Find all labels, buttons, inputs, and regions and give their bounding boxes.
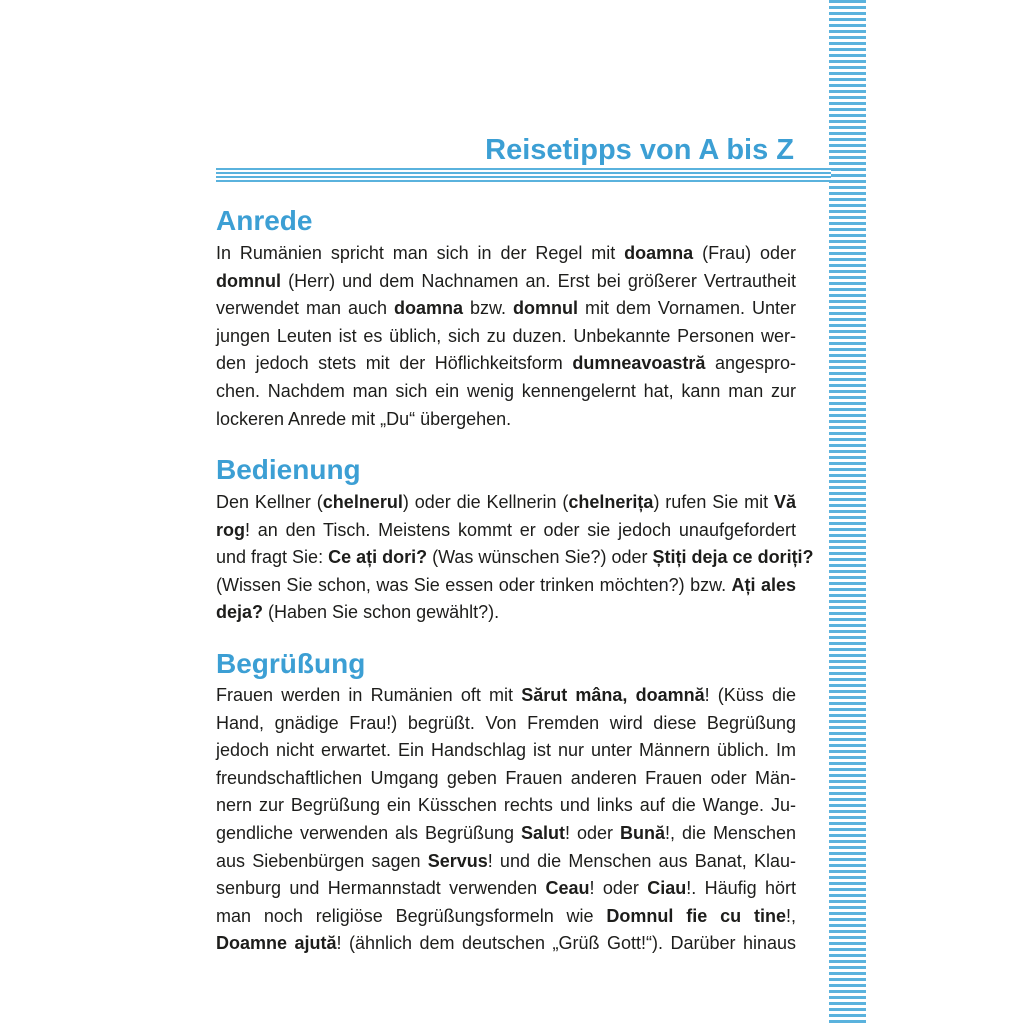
header-rule [216, 168, 831, 182]
text-line [216, 903, 796, 931]
section-title-begruessung: Begrüßung [216, 648, 366, 679]
decorative-stripe-bar [829, 0, 866, 1024]
text-line [216, 820, 796, 848]
text-run: jungen Leuten ist es üblich, sich zu duzen. Unbekannte Personen wer- [216, 325, 796, 346]
text-line [216, 517, 796, 545]
text-run: nern zur Begrüßung ein Küsschen rechts und links auf die Wange. Ju- [216, 795, 796, 816]
text-line [216, 599, 796, 627]
text-run: (Wissen Sie schon, was Sie essen oder trinken möchten?) bzw. [216, 574, 732, 595]
text-run: ! und die Menschen aus Banat, Klau- [487, 850, 796, 871]
text-line [216, 295, 796, 323]
bold-term: Ce ați dori? [328, 547, 428, 568]
bold-term: Doamne ajută [216, 933, 337, 954]
bold-term: Salut [521, 822, 566, 843]
text-run: In Rumänien spricht man sich in der Regel mit [216, 243, 625, 263]
text-line [216, 930, 796, 958]
text-line [216, 378, 796, 406]
bold-term: Vă [773, 492, 796, 512]
text-line [216, 682, 796, 710]
text-run: ! (Küss die [704, 685, 796, 705]
text-run: mit dem Vornamen. Unter [578, 298, 796, 319]
section-title-bedienung: Bedienung [216, 454, 361, 485]
bold-term: dumneavoastră [572, 353, 706, 374]
text-run: bzw. [463, 298, 513, 319]
text-run: gendliche verwenden als Begrüßung [216, 822, 522, 843]
bold-term: domnul [216, 270, 281, 291]
text-run: freundschaftlichen Umgang geben Frauen anderen Frauen oder Män- [216, 767, 796, 788]
section-body-bedienung [216, 489, 814, 627]
bold-term: doamna [394, 298, 464, 319]
text-run: angespro- [705, 353, 796, 374]
text-run: verwendet man auch [216, 298, 395, 319]
text-run: ) rufen Sie mit [653, 492, 774, 512]
section-title-anrede: Anrede [216, 205, 313, 236]
text-run: (Herr) und dem Nachnamen an. Erst bei größerer Vertrautheit [281, 270, 796, 291]
text-run: den jedoch stets mit der Höflichkeitsform [216, 353, 573, 374]
bold-term: Ați ales [731, 574, 797, 595]
text-run: chen. Nachdem man sich ein wenig kennengelernt hat, kann man zur [216, 380, 796, 401]
text-run: jedoch nicht erwartet. Ein Handschlag ist nur unter Männern üblich. Im [216, 740, 796, 761]
text-run: Frauen werden in Rumänien oft mit [216, 685, 522, 705]
text-run: !. Häufig hört [686, 878, 796, 899]
text-run: ! oder [565, 822, 620, 843]
text-line [216, 350, 796, 378]
text-line [216, 240, 796, 268]
bold-term: Ceau [545, 878, 590, 899]
bold-term: Sărut mâna, doamnă [521, 685, 705, 705]
section-body-anrede [216, 240, 796, 433]
bold-term: Bună [620, 822, 665, 843]
bold-term: rog [216, 519, 245, 540]
bold-term: Domnul fie cu tine [606, 905, 786, 926]
text-line [216, 875, 796, 903]
bold-term: Ciau [647, 878, 687, 899]
text-run: !, [785, 905, 796, 926]
bold-term: deja? [216, 602, 264, 623]
text-line [216, 765, 796, 793]
text-run: aus Siebenbürgen sagen [216, 850, 428, 871]
text-line [216, 572, 796, 600]
text-run: Den Kellner ( [216, 492, 323, 512]
text-run: !, die Menschen [665, 822, 796, 843]
text-run: (Haben Sie schon gewählt?). [263, 602, 500, 623]
text-line [216, 544, 814, 572]
text-run: man noch religiöse Begrüßungsformeln wie [216, 905, 607, 926]
bold-term: Știți deja ce doriți? [652, 547, 814, 568]
text-line [216, 710, 796, 738]
text-run: und fragt Sie: [216, 547, 329, 568]
text-run: lockeren Anrede mit „Du“ übergehen. [216, 408, 512, 429]
bold-term: Servus [427, 850, 488, 871]
text-line [216, 848, 796, 876]
text-run: (Frau) oder [693, 243, 796, 263]
text-line [216, 489, 796, 517]
text-run: ! an den Tisch. Meistens kommt er oder sie jedoch unaufgefordert [245, 519, 796, 540]
page-header-title: Reisetipps von A bis Z [485, 134, 794, 166]
bold-term: chelnerul [322, 492, 403, 512]
text-run: ) oder die Kellnerin ( [402, 492, 569, 512]
text-run: senburg und Hermannstadt verwenden [216, 878, 546, 899]
section-body-begruessung [216, 682, 796, 958]
text-run: (Was wünschen Sie?) oder [427, 547, 653, 568]
text-line [216, 268, 796, 296]
text-run: Hand, gnädige Frau!) begrüßt. Von Fremden wird diese Begrüßung [216, 712, 796, 733]
text-line [216, 406, 796, 434]
bold-term: chelnerița [568, 492, 654, 512]
text-line [216, 792, 796, 820]
bold-term: domnul [513, 298, 578, 319]
bold-term: doamna [624, 243, 694, 263]
text-line [216, 737, 796, 765]
text-run: ! oder [589, 878, 648, 899]
text-line [216, 323, 796, 351]
text-run: ! (ähnlich dem deutschen „Grüß Gott!“). Darüber hinaus [336, 933, 796, 954]
